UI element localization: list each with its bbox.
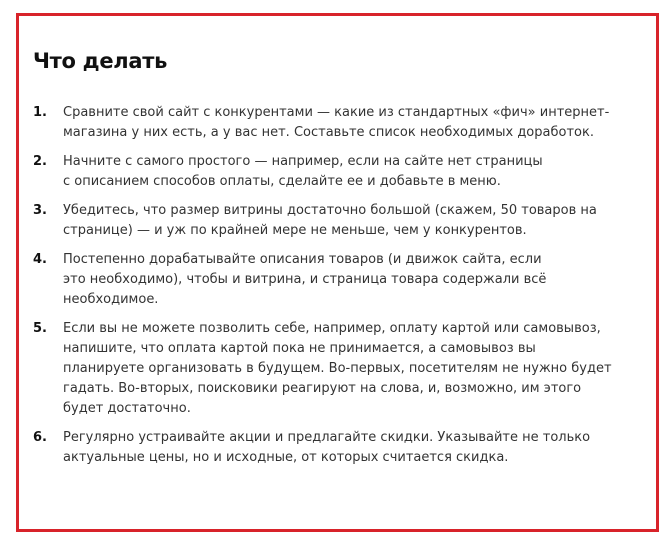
recommendations-list [33, 103, 618, 477]
item-number: 4. [33, 252, 47, 267]
item-number: 3. [33, 203, 47, 218]
item-text [63, 250, 618, 310]
item-text-line: Начните с самого простого — например, если на сайте нет страницы [63, 154, 543, 169]
item-number: 5. [33, 321, 47, 336]
item-text-line: актуальные цены, но и исходные, от которых считается скидка. [63, 450, 509, 465]
item-text-line: планируете организовать в будущем. Во-первых, посетителям не нужно будет [63, 361, 612, 376]
item-text-line: Сравните свой сайт с конкурентами — какие из стандартных «фич» интернет- [63, 105, 610, 120]
list-item [33, 319, 618, 419]
item-text-line: будет достаточно. [63, 401, 191, 416]
item-text [63, 319, 618, 419]
item-text [63, 152, 618, 192]
item-text-line: Постепенно дорабатывайте описания товаров (и движок сайта, если [63, 252, 542, 267]
list-item [33, 103, 618, 143]
list-item [33, 250, 618, 310]
item-text-line: это необходимо), чтобы и витрина, и страница товара содержали всё [63, 272, 547, 287]
item-number: 1. [33, 105, 47, 120]
item-text-line: напишите, что оплата картой пока не принимается, а самовывоз вы [63, 341, 536, 356]
item-text [63, 201, 618, 241]
item-text [63, 428, 618, 468]
item-text-line: Регулярно устраивайте акции и предлагайте скидки. Указывайте не только [63, 430, 591, 445]
list-item [33, 201, 618, 241]
item-text-line: магазина у них есть, а у вас нет. Составьте список необходимых доработок. [63, 125, 594, 140]
list-item [33, 152, 618, 192]
item-text-line: гадать. Во-вторых, поисковики реагируют на слова, и, возможно, им этого [63, 381, 582, 396]
item-text-line: необходимое. [63, 292, 159, 307]
item-text [63, 103, 618, 143]
item-text-line: с описанием способов оплаты, сделайте ее и добавьте в меню. [63, 174, 501, 189]
list-item [33, 428, 618, 468]
item-number: 2. [33, 154, 47, 169]
section-title: Что делать [33, 49, 168, 73]
item-text-line: Убедитесь, что размер витрины достаточно большой (скажем, 50 товаров на [63, 203, 597, 218]
item-text-line: странице) — и уж по крайней мере не меньше, чем у конкурентов. [63, 223, 527, 238]
item-text-line: Если вы не можете позволить себе, например, оплату картой или самовывоз, [63, 321, 601, 336]
item-number: 6. [33, 430, 47, 445]
